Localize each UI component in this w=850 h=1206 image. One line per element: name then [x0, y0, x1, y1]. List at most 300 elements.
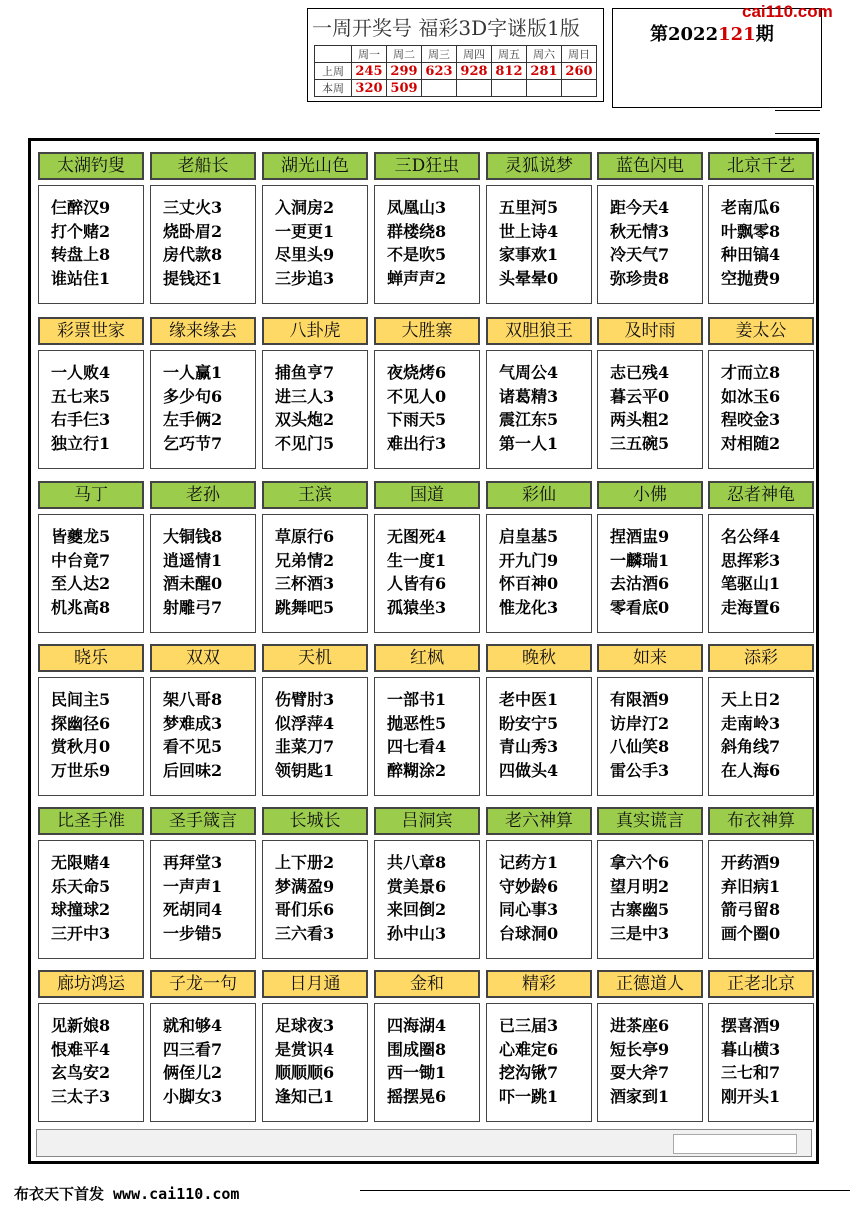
- puzzle-card-body: [708, 1003, 814, 1122]
- puzzle-line: 在人海6: [721, 760, 781, 780]
- puzzle-card-title: 双胆狼王: [486, 317, 592, 345]
- puzzle-line: 不见门5: [275, 433, 335, 453]
- puzzle-line: 仨醉汉9: [51, 198, 111, 217]
- puzzle-line: 三七和7: [721, 1063, 781, 1082]
- puzzle-line: 醉糊涂2: [387, 760, 447, 780]
- puzzle-line: 天上日2: [721, 690, 781, 709]
- day-header: 周五: [492, 46, 527, 63]
- puzzle-line: 记药方1: [499, 853, 559, 872]
- puzzle-line: 开九门9: [499, 550, 559, 570]
- puzzle-line: 韭菜刀7: [275, 737, 335, 756]
- puzzle-card-title: 灵狐说梦: [486, 152, 592, 180]
- puzzle-card: [262, 317, 368, 469]
- puzzle-card-title: 老六神算: [486, 807, 592, 835]
- puzzle-line: 夜烧烤6: [387, 363, 447, 382]
- puzzle-card: [708, 317, 814, 469]
- puzzle-line: 两头粗2: [610, 410, 670, 429]
- puzzle-card: [150, 644, 256, 796]
- puzzle-line: 一人赢1: [163, 363, 223, 382]
- puzzle-line: 气周公4: [499, 363, 559, 382]
- puzzle-card-title: 金和: [374, 970, 480, 998]
- puzzle-card-body: [597, 350, 703, 469]
- puzzle-card-title: 彩票世家: [38, 317, 144, 345]
- puzzle-line: 三五碗5: [610, 433, 670, 453]
- puzzle-card: [708, 644, 814, 796]
- puzzle-line: 一部书1: [387, 690, 447, 709]
- puzzle-line: 诸葛精3: [499, 386, 559, 406]
- day-header: 周四: [457, 46, 492, 63]
- puzzle-line: 三太子3: [51, 1086, 111, 1106]
- puzzle-line: 孙中山3: [387, 923, 447, 943]
- puzzle-line: 一声声1: [163, 876, 223, 896]
- row-label: 本周: [315, 80, 352, 97]
- puzzle-line: 探幽径6: [51, 713, 111, 733]
- puzzle-card-body: [486, 1003, 592, 1122]
- puzzle-line: 后回味2: [163, 760, 223, 780]
- day-header: 周三: [422, 46, 457, 63]
- puzzle-card-body: [597, 514, 703, 633]
- result-cell: 320: [352, 80, 387, 97]
- puzzle-line: 盼安宁5: [499, 713, 559, 733]
- puzzle-card: [486, 317, 592, 469]
- puzzle-card-title: 太湖钓叟: [38, 152, 144, 180]
- puzzle-card-body: [262, 350, 368, 469]
- puzzle-line: 雷公手3: [610, 760, 670, 780]
- puzzle-line: 孤猿坐3: [387, 597, 447, 617]
- puzzle-line: 哥们乐6: [275, 900, 335, 919]
- puzzle-card: [486, 970, 592, 1122]
- puzzle-line: 拿六个6: [610, 853, 670, 872]
- puzzle-line: 走海置6: [721, 597, 781, 617]
- puzzle-card-title: 精彩: [486, 970, 592, 998]
- puzzle-card-body: [597, 840, 703, 959]
- puzzle-line: 捏酒盅9: [610, 527, 670, 546]
- puzzle-line: 震江东5: [499, 410, 559, 429]
- puzzle-line: 程咬金3: [721, 410, 781, 429]
- puzzle-card: [597, 807, 703, 959]
- puzzle-line: 进茶座6: [610, 1016, 670, 1035]
- puzzle-line: 围成圈8: [387, 1039, 447, 1059]
- puzzle-line: 死胡同4: [163, 900, 223, 919]
- puzzle-line: 思挥彩3: [721, 550, 781, 570]
- puzzle-card-title: 小佛: [597, 481, 703, 509]
- puzzle-card: [597, 644, 703, 796]
- puzzle-line: 房代款8: [163, 245, 223, 264]
- puzzle-line: 名公绎4: [721, 527, 781, 546]
- puzzle-card: [262, 970, 368, 1122]
- puzzle-card-body: [374, 840, 480, 959]
- puzzle-line: 有限酒9: [610, 690, 670, 709]
- puzzle-line: 上下册2: [275, 853, 335, 872]
- puzzle-line: 是赏识4: [275, 1039, 335, 1059]
- puzzle-card-title: 圣手箴言: [150, 807, 256, 835]
- puzzle-line: 赏秋月0: [51, 737, 111, 756]
- puzzle-line: 捕鱼亨7: [275, 363, 335, 382]
- puzzle-card-title: 姜太公: [708, 317, 814, 345]
- puzzle-line: 五里河5: [499, 198, 559, 217]
- puzzle-card: [374, 317, 480, 469]
- puzzle-card: [708, 481, 814, 633]
- puzzle-card-title: 长城长: [262, 807, 368, 835]
- puzzle-line: 跳舞吧5: [275, 597, 335, 617]
- puzzle-card-body: [38, 350, 144, 469]
- puzzle-card: [38, 152, 144, 304]
- puzzle-line: 老南瓜6: [721, 198, 781, 217]
- puzzle-line: 球撞球2: [51, 900, 111, 919]
- puzzle-line: 三是中3: [610, 923, 670, 943]
- puzzle-card-title: 八卦虎: [262, 317, 368, 345]
- puzzle-card-title: 双双: [150, 644, 256, 672]
- puzzle-line: 已三届3: [499, 1016, 559, 1035]
- puzzle-line: 一更更1: [275, 221, 335, 241]
- puzzle-line: 四海湖4: [387, 1016, 447, 1035]
- puzzle-line: 五七来5: [51, 386, 111, 406]
- puzzle-card: [486, 807, 592, 959]
- puzzle-line: 万世乐9: [51, 760, 111, 780]
- puzzle-line: 射雕弓7: [163, 597, 223, 617]
- puzzle-line: 如冰玉6: [721, 386, 781, 406]
- puzzle-line: 凤凰山3: [387, 198, 447, 217]
- puzzle-line: 似浮萍4: [275, 713, 335, 733]
- puzzle-line: 梦难成3: [163, 713, 223, 733]
- puzzle-card-title: 正德道人: [597, 970, 703, 998]
- puzzle-card-body: [486, 677, 592, 796]
- puzzle-card-body: [708, 840, 814, 959]
- puzzle-card-title: 蓝色闪电: [597, 152, 703, 180]
- puzzle-card-body: [597, 185, 703, 304]
- puzzle-line: 打个赌2: [51, 221, 111, 241]
- puzzle-card: [374, 644, 480, 796]
- puzzle-card: [150, 807, 256, 959]
- puzzle-line: 玄鸟安2: [51, 1063, 111, 1082]
- puzzle-card-title: 添彩: [708, 644, 814, 672]
- puzzle-card-title: 晓乐: [38, 644, 144, 672]
- puzzle-line: 一人败4: [51, 363, 111, 382]
- puzzle-line: 右手仨3: [51, 410, 111, 429]
- puzzle-line: 四三看7: [163, 1039, 223, 1059]
- puzzle-line: 叶飘零8: [721, 221, 781, 241]
- puzzle-line: 一步错5: [163, 923, 223, 943]
- puzzle-card: [597, 970, 703, 1122]
- puzzle-line: 大铜钱8: [163, 527, 223, 546]
- puzzle-line: 下雨天5: [387, 410, 447, 429]
- puzzle-line: 种田镐4: [721, 245, 781, 264]
- puzzle-line: 草原行6: [275, 527, 335, 546]
- puzzle-card-title: 大胜寨: [374, 317, 480, 345]
- puzzle-card-body: [38, 840, 144, 959]
- puzzle-card-title: 廊坊鸿运: [38, 970, 144, 998]
- puzzle-line: 谁站住1: [51, 268, 111, 288]
- puzzle-line: 三丈火3: [163, 198, 223, 217]
- puzzle-line: 耍大斧7: [610, 1063, 670, 1082]
- puzzle-card: [38, 481, 144, 633]
- bottom-bar: [36, 1129, 812, 1157]
- puzzle-line: 无图死4: [387, 527, 447, 546]
- puzzle-line: 空抛费9: [721, 268, 781, 288]
- bottom-bar-box: [673, 1134, 797, 1154]
- puzzle-card-title: 红枫: [374, 644, 480, 672]
- puzzle-line: 提钱还1: [163, 268, 223, 288]
- result-cell: 260: [562, 63, 597, 80]
- puzzle-line: 民间主5: [51, 690, 111, 709]
- puzzle-line: 赏美景6: [387, 876, 447, 896]
- puzzle-line: 启皇基5: [499, 527, 559, 546]
- puzzle-card-title: 忍者神龟: [708, 481, 814, 509]
- puzzle-card-body: [262, 185, 368, 304]
- puzzle-line: 刚开头1: [721, 1086, 781, 1106]
- puzzle-line: 三六看3: [275, 923, 335, 943]
- issue-prefix: 第2022: [650, 24, 719, 45]
- puzzle-card-body: [374, 677, 480, 796]
- puzzle-card-body: [374, 185, 480, 304]
- puzzle-card: [38, 807, 144, 959]
- puzzle-card-title: 真实谎言: [597, 807, 703, 835]
- puzzle-line: 酒未醒0: [163, 574, 223, 593]
- puzzle-card: [374, 481, 480, 633]
- puzzle-line: 吓一跳1: [499, 1086, 559, 1106]
- puzzle-line: 烧卧眉2: [163, 221, 223, 241]
- puzzle-line: 暮山横3: [721, 1039, 781, 1059]
- puzzle-line: 老中医1: [499, 690, 559, 709]
- puzzle-card: [374, 970, 480, 1122]
- puzzle-line: 望月明2: [610, 876, 670, 896]
- puzzle-line: 入洞房2: [275, 198, 335, 217]
- puzzle-line: 头晕晕0: [499, 268, 559, 288]
- puzzle-line: 伤臂肘3: [275, 690, 335, 709]
- puzzle-card: [486, 481, 592, 633]
- puzzle-line: 机兆高8: [51, 597, 111, 617]
- puzzle-card-title: 老孙: [150, 481, 256, 509]
- puzzle-line: 梦满盈9: [275, 876, 335, 896]
- puzzle-line: 开药酒9: [721, 853, 781, 872]
- puzzle-card: [38, 644, 144, 796]
- day-header: 周二: [387, 46, 422, 63]
- puzzle-card-title: 正老北京: [708, 970, 814, 998]
- puzzle-line: 俩侄儿2: [163, 1063, 223, 1082]
- puzzle-line: 箭弓留8: [721, 900, 781, 919]
- result-cell: [422, 80, 457, 97]
- puzzle-line: 对相随2: [721, 433, 781, 453]
- puzzle-card-body: [708, 350, 814, 469]
- puzzle-line: 四做头4: [499, 760, 559, 780]
- puzzle-line: 来回倒2: [387, 900, 447, 919]
- puzzle-card-body: [262, 1003, 368, 1122]
- puzzle-line: 抛恶性5: [387, 713, 447, 733]
- puzzle-card: [38, 317, 144, 469]
- puzzle-line: 双头炮2: [275, 410, 335, 429]
- puzzle-line: 弃旧病1: [721, 876, 781, 896]
- puzzle-line: 转盘上8: [51, 245, 111, 264]
- puzzle-line: 独立行1: [51, 433, 111, 453]
- puzzle-card-title: 日月通: [262, 970, 368, 998]
- puzzle-card: [374, 152, 480, 304]
- puzzle-card-title: 马丁: [38, 481, 144, 509]
- puzzle-line: 进三人3: [275, 386, 335, 406]
- site-logo[interactable]: cai110.com: [742, 2, 833, 21]
- puzzle-card-body: [597, 1003, 703, 1122]
- row-label: 上周: [315, 63, 352, 80]
- puzzle-line: 顺顺顺6: [275, 1063, 335, 1082]
- puzzle-line: 无限赌4: [51, 853, 111, 872]
- puzzle-card-title: 三D狂虫: [374, 152, 480, 180]
- puzzle-card-title: 天机: [262, 644, 368, 672]
- puzzle-card-body: [38, 677, 144, 796]
- side-box: [775, 110, 820, 134]
- puzzle-card: [708, 807, 814, 959]
- result-cell: 245: [352, 63, 387, 80]
- puzzle-card: [150, 152, 256, 304]
- puzzle-line: 领钥匙1: [275, 760, 335, 780]
- puzzle-card-body: [262, 514, 368, 633]
- puzzle-line: 斜角线7: [721, 737, 781, 756]
- puzzle-line: 不是吹5: [387, 245, 447, 264]
- puzzle-line: 秋无情3: [610, 221, 670, 241]
- puzzle-card-title: 老船长: [150, 152, 256, 180]
- issue-number: 121: [718, 24, 756, 45]
- puzzle-line: 惟龙化3: [499, 597, 559, 617]
- puzzle-line: 再拜堂3: [163, 853, 223, 872]
- puzzle-line: 暮云平0: [610, 386, 670, 406]
- puzzle-line: 尽里头9: [275, 245, 335, 264]
- puzzle-card-body: [708, 677, 814, 796]
- puzzle-line: 看不见5: [163, 737, 223, 756]
- puzzle-card: [597, 481, 703, 633]
- day-header: 周日: [562, 46, 597, 63]
- puzzle-card: [374, 807, 480, 959]
- puzzle-line: 摆喜酒9: [721, 1016, 781, 1035]
- puzzle-line: 乐天命5: [51, 876, 111, 896]
- puzzle-card-body: [150, 350, 256, 469]
- puzzle-line: 志已残4: [610, 363, 670, 382]
- puzzle-card: [708, 970, 814, 1122]
- puzzle-card-title: 王滨: [262, 481, 368, 509]
- puzzle-line: 笔驱山1: [721, 574, 781, 593]
- puzzle-line: 怀百神0: [499, 574, 559, 593]
- puzzle-line: 架八哥8: [163, 690, 223, 709]
- puzzle-line: 中台竟7: [51, 550, 111, 570]
- puzzle-card-title: 子龙一句: [150, 970, 256, 998]
- puzzle-line: 画个圈0: [721, 923, 781, 943]
- puzzle-card-body: [486, 350, 592, 469]
- puzzle-card-title: 国道: [374, 481, 480, 509]
- puzzle-line: 守妙龄6: [499, 876, 559, 896]
- puzzle-line: 台球洞0: [499, 923, 559, 943]
- footer-text[interactable]: 布衣天下首发 www.cai110.com: [14, 1185, 240, 1203]
- puzzle-card-title: 缘来缘去: [150, 317, 256, 345]
- puzzle-card: [262, 644, 368, 796]
- result-cell: 623: [422, 63, 457, 80]
- puzzle-card-body: [708, 185, 814, 304]
- puzzle-line: 乞巧节7: [163, 433, 223, 453]
- puzzle-card-title: 及时雨: [597, 317, 703, 345]
- puzzle-line: 三杯酒3: [275, 574, 335, 593]
- puzzle-line: 挖沟锹7: [499, 1063, 559, 1082]
- puzzle-line: 兄弟情2: [275, 550, 335, 570]
- result-cell: [457, 80, 492, 97]
- puzzle-card: [486, 152, 592, 304]
- puzzle-card: [486, 644, 592, 796]
- puzzle-line: 共八章8: [387, 853, 447, 872]
- puzzle-line: 去沽酒6: [610, 574, 670, 593]
- puzzle-line: 古寨幽5: [610, 900, 670, 919]
- puzzle-line: 家事欢1: [499, 245, 559, 264]
- puzzle-line: 西一锄1: [387, 1063, 447, 1082]
- puzzle-card-title: 湖光山色: [262, 152, 368, 180]
- puzzle-card-body: [597, 677, 703, 796]
- puzzle-card: [262, 807, 368, 959]
- puzzle-line: 逍遥情1: [163, 550, 223, 570]
- result-cell: 299: [387, 63, 422, 80]
- result-cell: 509: [387, 80, 422, 97]
- puzzle-card-title: 彩仙: [486, 481, 592, 509]
- puzzle-line: 一麟瑞1: [610, 550, 670, 570]
- puzzle-line: 小脚女3: [163, 1086, 223, 1106]
- puzzle-line: 酒家到1: [610, 1086, 670, 1106]
- puzzle-line: 走南岭3: [721, 713, 781, 733]
- puzzle-card: [150, 317, 256, 469]
- puzzle-card: [597, 152, 703, 304]
- puzzle-line: 零看底0: [610, 597, 670, 617]
- puzzle-card-title: 北京千艺: [708, 152, 814, 180]
- week-results-table: [314, 45, 597, 97]
- puzzle-line: 三开中3: [51, 923, 111, 943]
- puzzle-card-body: [150, 514, 256, 633]
- puzzle-line: 短长亭9: [610, 1039, 670, 1059]
- puzzle-line: 访岸汀2: [610, 713, 670, 733]
- puzzle-line: 同心事3: [499, 900, 559, 919]
- puzzle-line: 见新娘8: [51, 1016, 111, 1035]
- result-cell: 812: [492, 63, 527, 80]
- day-header: 周一: [352, 46, 387, 63]
- puzzle-line: 冷天气7: [610, 245, 670, 264]
- puzzle-line: 弥珍贵8: [610, 268, 670, 288]
- puzzle-card: [597, 317, 703, 469]
- puzzle-line: 蝉声声2: [387, 268, 447, 288]
- puzzle-card-body: [150, 185, 256, 304]
- puzzle-card: [150, 481, 256, 633]
- puzzle-card-body: [38, 1003, 144, 1122]
- puzzle-line: 人皆有6: [387, 574, 447, 593]
- puzzle-line: 第一人1: [499, 433, 559, 453]
- corner-cell: [315, 46, 352, 63]
- puzzle-card-body: [150, 677, 256, 796]
- puzzle-card-body: [374, 1003, 480, 1122]
- puzzle-card-body: [38, 185, 144, 304]
- day-header: 周六: [527, 46, 562, 63]
- page-title: 一周开奖号 福彩3D字谜版1版: [312, 16, 580, 40]
- puzzle-line: 摇摆晃6: [387, 1086, 447, 1106]
- puzzle-card: [262, 481, 368, 633]
- puzzle-line: 不见人0: [387, 386, 447, 406]
- puzzle-card-body: [262, 677, 368, 796]
- puzzle-line: 就和够4: [163, 1016, 223, 1035]
- puzzle-card-body: [486, 840, 592, 959]
- puzzle-card: [708, 152, 814, 304]
- puzzle-card-body: [486, 514, 592, 633]
- result-cell: 928: [457, 63, 492, 80]
- puzzle-line: 左手俩2: [163, 410, 223, 429]
- result-cell: 281: [527, 63, 562, 80]
- puzzle-line: 恨难平4: [51, 1039, 111, 1059]
- puzzle-card-title: 比圣手准: [38, 807, 144, 835]
- puzzle-line: 群楼绕8: [387, 221, 447, 241]
- puzzle-line: 青山秀3: [499, 737, 559, 756]
- puzzle-card: [150, 970, 256, 1122]
- puzzle-line: 多少句6: [163, 386, 223, 406]
- puzzle-line: 距今天4: [610, 198, 670, 217]
- issue-suffix: 期: [755, 24, 774, 45]
- puzzle-line: 足球夜3: [275, 1016, 335, 1035]
